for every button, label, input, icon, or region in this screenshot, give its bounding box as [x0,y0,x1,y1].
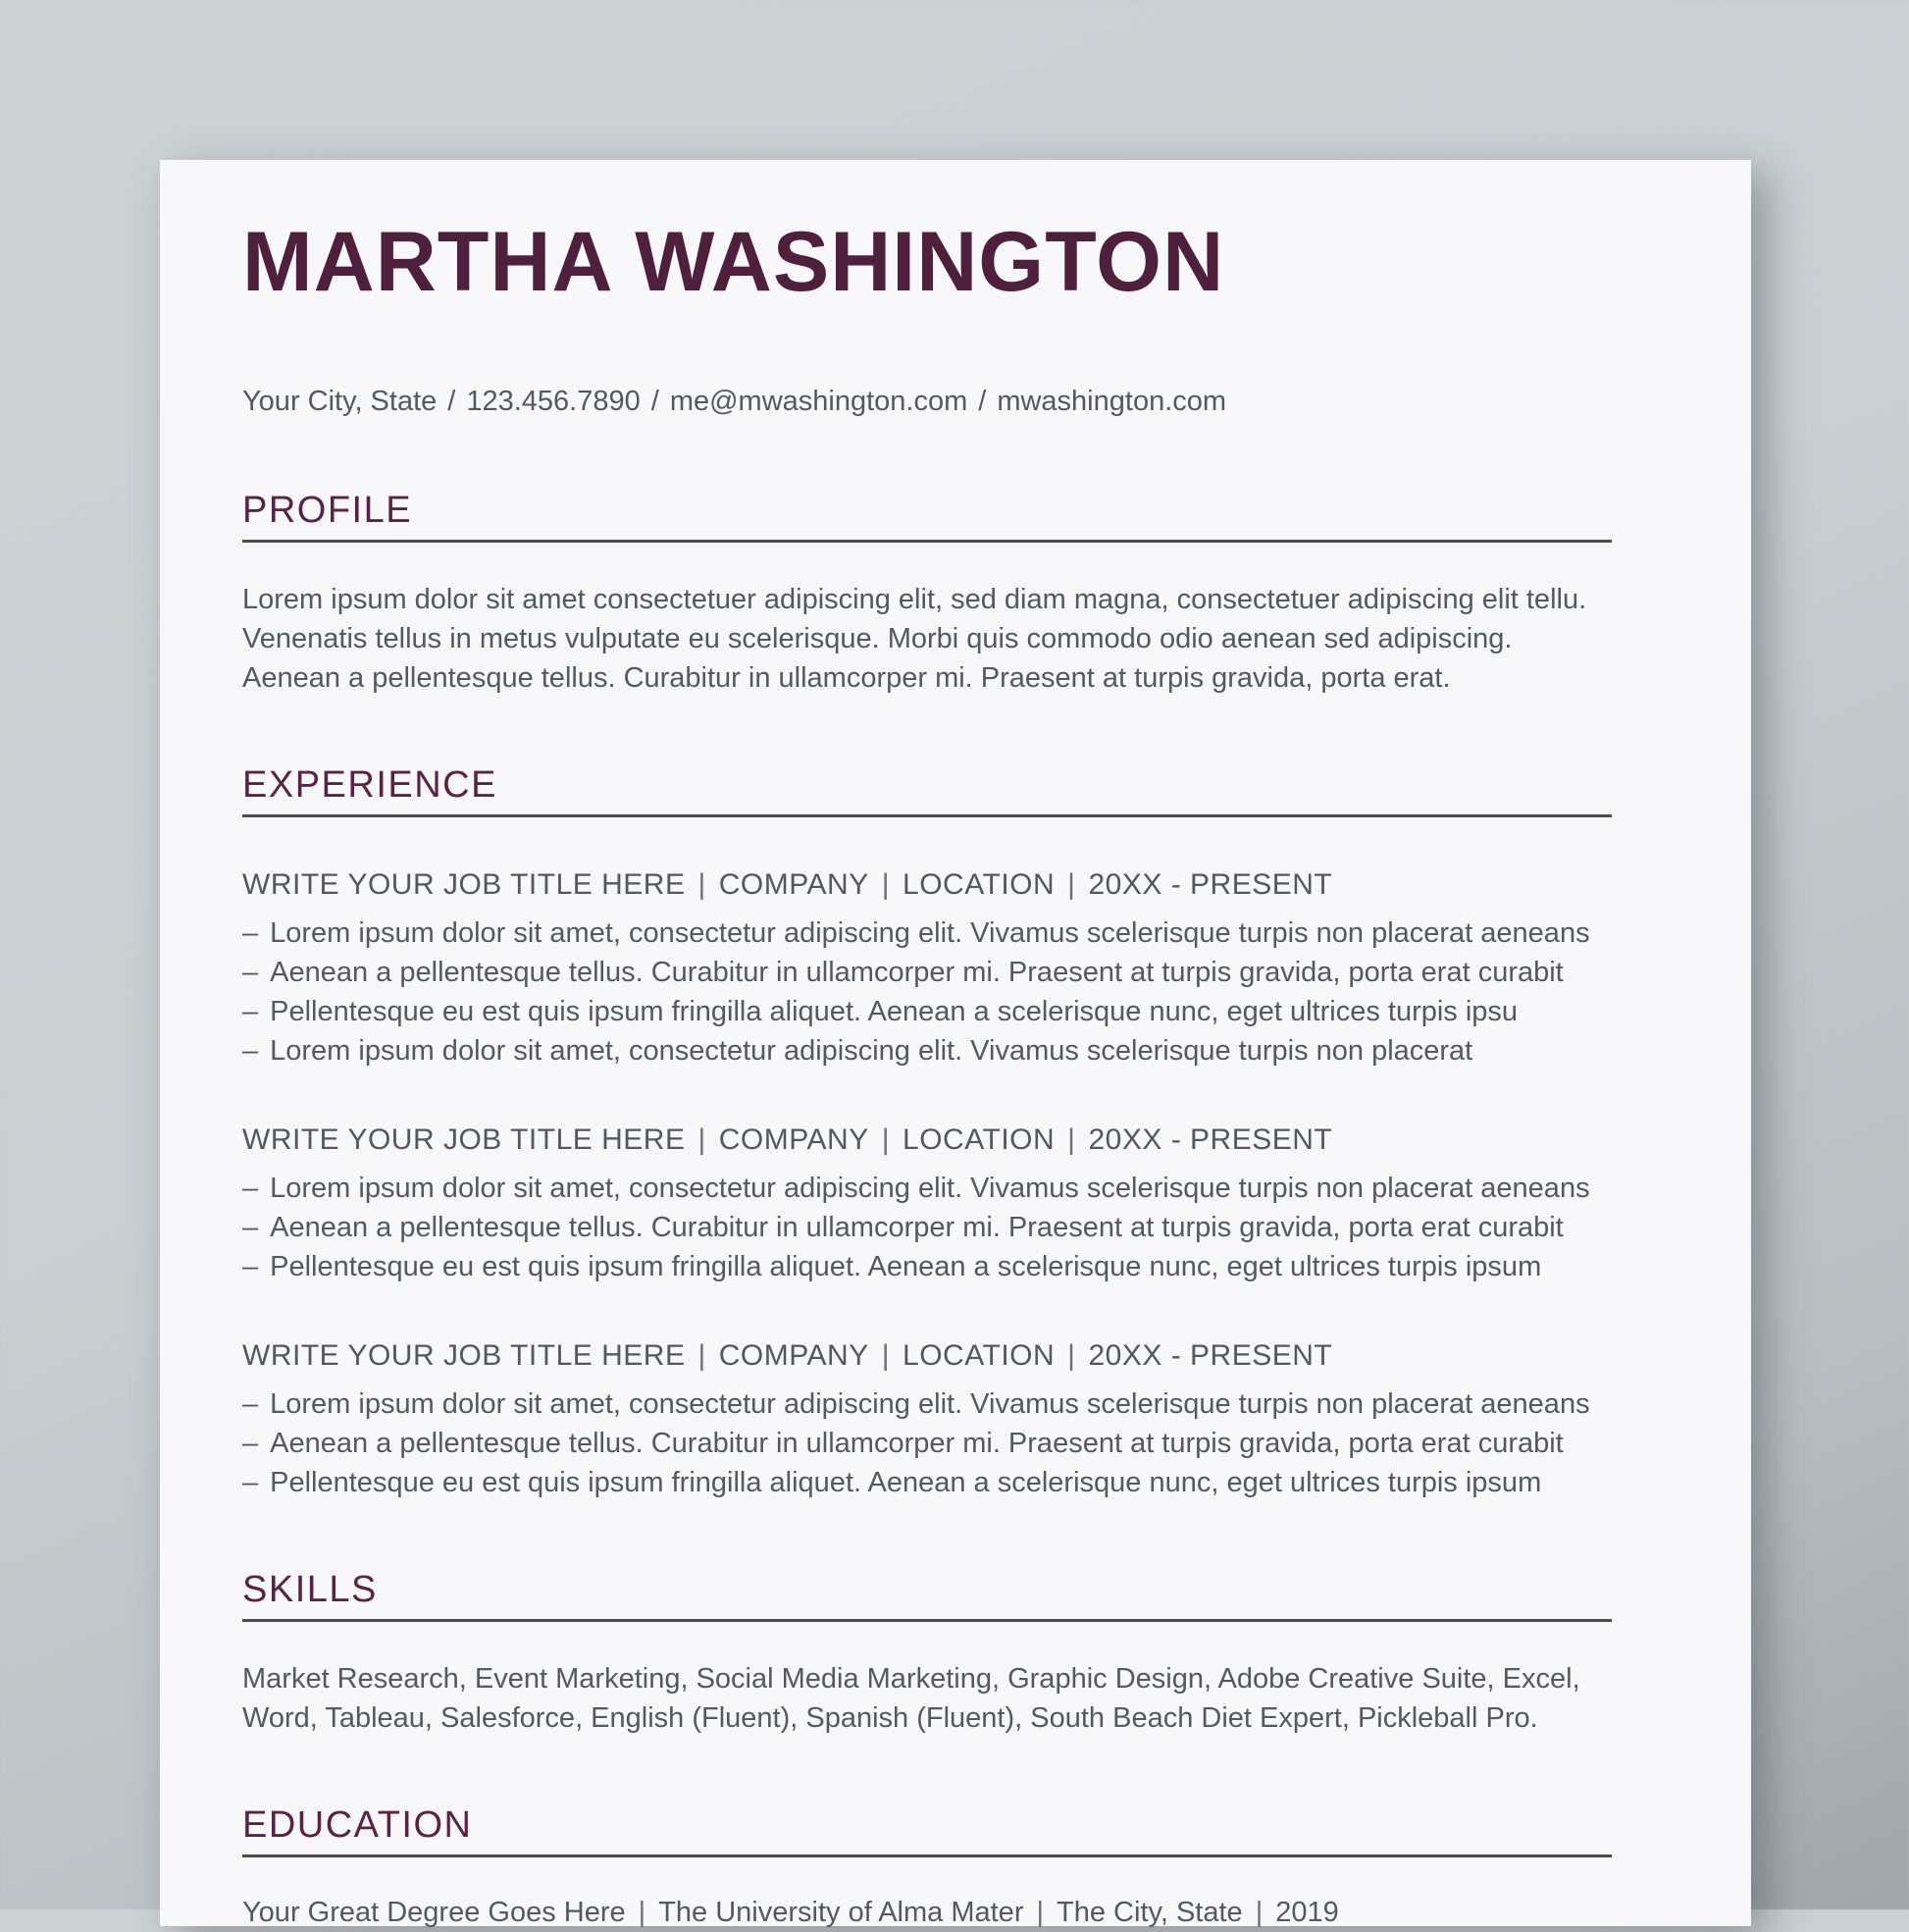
bullet-item [242,992,1612,1031]
pipe-separator: | [697,1338,706,1372]
job-company: COMPANY [718,1123,869,1156]
job-dates: 20XX - PRESENT [1088,1338,1333,1372]
bullet-dash: – [242,995,259,1027]
bullet-text: Pellentesque eu est quis ipsum fringilla aliquet. Aenean a scelerisque nunc, eget ultrices turpis ipsum [270,1250,1542,1282]
bullet-text: Aenean a pellentesque tellus. Curabitur in ullamcorper mi. Praesent at turpis gravida, porta erat curabit [270,1211,1564,1243]
pipe-separator: | [697,1123,706,1156]
section-education [242,1802,1612,1932]
pipe-separator: | [697,867,706,901]
job-entry [242,866,1612,1070]
resume-name: MARTHA WASHINGTON [242,215,1225,309]
bullet-item [242,1247,1612,1286]
bullet-text: Lorem ipsum dolor sit amet, consectetur adipiscing elit. Vivamus scelerisque turpis non placerat aeneans [270,1172,1590,1204]
job-entry [242,1122,1612,1286]
job-dates: 20XX - PRESENT [1088,867,1333,901]
bullet-item [242,1208,1612,1247]
pipe-separator: | [1067,1123,1076,1156]
bullet-dash: – [242,1250,259,1282]
contact-separator: / [978,385,987,417]
contact-separator: / [650,385,659,417]
pipe-separator: | [1067,867,1076,901]
job-location: LOCATION [903,1338,1056,1372]
bullet-text: Aenean a pellentesque tellus. Curabitur in ullamcorper mi. Praesent at turpis gravida, porta erat curabit [270,956,1564,988]
pipe-separator: | [1036,1896,1045,1928]
skills-body: Market Research, Event Marketing, Social Media Marketing, Graphic Design, Adobe Creative Suite, Excel, Word, Tableau, Salesforce, English (Fluent), Spanish (Fluent), South Beach Diet Expert, Pickleball Pro. [242,1662,1580,1734]
bullet-item [242,1424,1612,1463]
bullet-item [242,1384,1612,1424]
section-divider [242,1854,1612,1857]
bullet-text: Lorem ipsum dolor sit amet, consectetur adipiscing elit. Vivamus scelerisque turpis non placerat [270,1034,1473,1067]
contact-email-link[interactable]: me@mwashington.com [669,385,968,417]
bullet-dash: – [242,1387,259,1420]
bullet-text: Lorem ipsum dolor sit amet, consectetur adipiscing elit. Vivamus scelerisque turpis non placerat aeneans [270,1387,1590,1420]
skills-heading: SKILLS [242,1568,378,1610]
profile-heading: PROFILE [242,489,413,531]
bullet-text: Lorem ipsum dolor sit amet, consectetur adipiscing elit. Vivamus scelerisque turpis non placerat aeneans [270,916,1590,949]
bullet-item [242,1031,1612,1070]
section-skills [242,1567,1612,1738]
bullet-dash: – [242,1211,259,1243]
bullet-list [242,914,1612,1070]
job-entry [242,1337,1612,1502]
contact-separator: / [447,385,456,417]
resume-content [160,160,1751,1932]
pipe-separator: | [1067,1338,1076,1372]
job-company: COMPANY [718,867,869,901]
bullet-list [242,1384,1612,1502]
job-company: COMPANY [718,1338,869,1372]
bullet-list [242,1169,1612,1286]
section-divider [242,1619,1612,1622]
education-degree: Your Great Degree Goes Here [242,1896,626,1928]
section-divider [242,540,1612,543]
pipe-separator: | [881,1338,891,1372]
pipe-separator: | [1255,1896,1264,1928]
job-title: WRITE YOUR JOB TITLE HERE [242,867,686,901]
job-header [242,1122,1612,1158]
experience-heading: EXPERIENCE [242,763,497,806]
education-heading: EDUCATION [242,1803,473,1846]
pipe-separator: | [881,1123,891,1156]
contact-website-link[interactable]: mwashington.com [997,385,1227,417]
bullet-text: Aenean a pellentesque tellus. Curabitur in ullamcorper mi. Praesent at turpis gravida, porta erat curabit [270,1427,1564,1459]
bullet-dash: – [242,956,259,988]
contact-line [242,385,1612,419]
section-experience [242,762,1612,1502]
profile-body: Lorem ipsum dolor sit amet consectetuer adipiscing elit, sed diam magna, consectetuer adipiscing elit tellu. Venenatis tellus in metus vulputate eu scelerisque. Morbi quis commodo odio aenean sed adipiscing. Aenean a pellentesque tellus. Curabitur in ullamcorper mi. Praesent at turpis gravida, porta erat. [242,583,1587,694]
job-location: LOCATION [903,1123,1056,1156]
section-divider [242,814,1612,817]
job-title: WRITE YOUR JOB TITLE HERE [242,1338,686,1372]
job-location: LOCATION [903,867,1056,901]
bullet-item [242,1463,1612,1502]
education-location: The City, State [1057,1896,1243,1928]
bullet-item [242,953,1612,992]
education-school: The University of Alma Mater [658,1896,1024,1928]
bullet-dash: – [242,916,259,949]
contact-location: Your City, State [242,385,438,417]
job-header [242,1337,1612,1374]
education-year: 2019 [1275,1896,1339,1928]
bullet-item [242,914,1612,953]
bullet-text: Pellentesque eu est quis ipsum fringilla aliquet. Aenean a scelerisque nunc, eget ultrices turpis ipsum [270,1466,1542,1498]
education-line [242,1893,1612,1932]
section-profile [242,488,1612,698]
bullet-text: Pellentesque eu est quis ipsum fringilla aliquet. Aenean a scelerisque nunc, eget ultrices turpis ipsu [270,995,1519,1027]
bullet-dash: – [242,1034,259,1067]
contact-phone: 123.456.7890 [466,385,641,417]
pipe-separator: | [638,1896,646,1928]
pipe-separator: | [881,867,891,901]
resume-page [160,160,1751,1926]
job-list [242,866,1612,1502]
bullet-dash: – [242,1172,259,1204]
job-header [242,866,1612,903]
job-title: WRITE YOUR JOB TITLE HERE [242,1123,686,1156]
bullet-dash: – [242,1466,259,1498]
job-dates: 20XX - PRESENT [1088,1123,1333,1156]
bullet-item [242,1169,1612,1208]
bullet-dash: – [242,1427,259,1459]
